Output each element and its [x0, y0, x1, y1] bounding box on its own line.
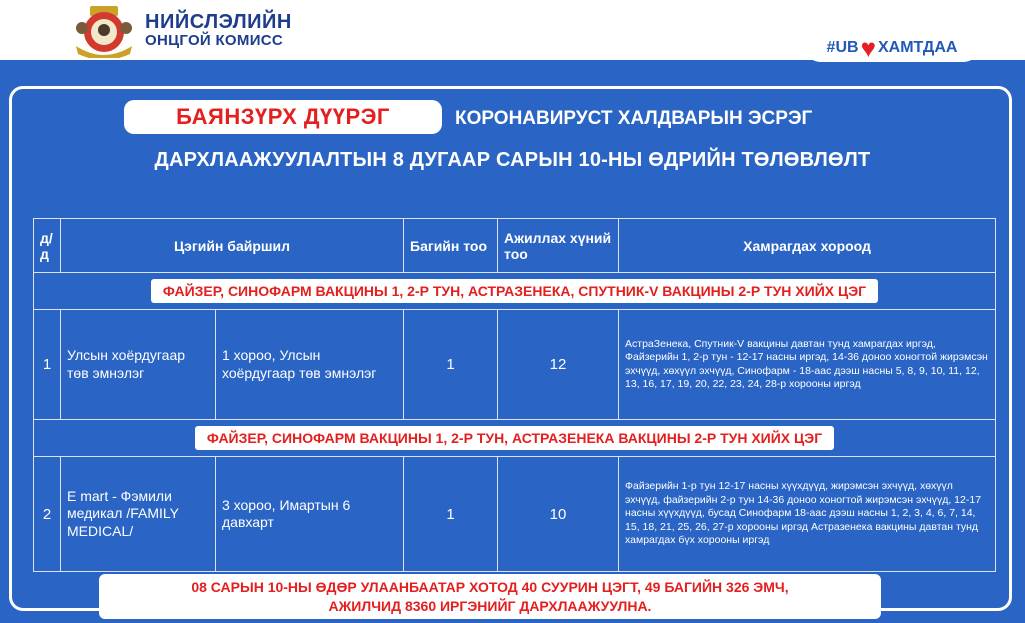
top-banner — [0, 0, 1025, 63]
table-header-row — [34, 219, 996, 273]
header-location: Цэгийн байршил — [61, 219, 404, 273]
section-label-1: ФАЙЗЕР, СИНОФАРМ ВАКЦИНЫ 1, 2-Р ТУН, АСТРАЗЕНЕКА, СПУТНИК-V ВАКЦИНЫ 2-Р ТУН ХИЙХ ЦЭГ — [151, 279, 878, 303]
hashtag-badge — [806, 34, 978, 62]
table-row — [34, 310, 996, 420]
staff-count: 10 — [498, 457, 619, 572]
table-row — [34, 457, 996, 572]
heart-icon: ♥ — [860, 33, 876, 63]
site-name: Улсын хоёрдугаар төв эмнэлэг — [61, 310, 216, 420]
hashtag-left: #UB — [826, 39, 859, 56]
summary-banner — [99, 574, 881, 619]
org-name-line2: ОНЦГОЙ КОМИСС — [145, 32, 284, 49]
section-row-2 — [34, 420, 996, 457]
team-count: 1 — [404, 457, 498, 572]
site-name: E mart - Фэмили медикал /FAMILY MEDICAL/ — [61, 457, 216, 572]
staff-count: 12 — [498, 310, 619, 420]
title-line1: КОРОНАВИРУСТ ХАЛДВАРЫН ЭСРЭГ — [455, 108, 813, 129]
header-staff: Ажиллах хүний тоо — [498, 219, 619, 273]
site-location: 1 хороо, Улсын хоёрдугаар төв эмнэлэг — [216, 310, 404, 420]
row-number: 2 — [34, 457, 61, 572]
hashtag-right: ХАМТДАА — [878, 39, 958, 56]
summary-line2: АЖИЛЧИД 8360 ИРГЭНИЙГ ДАРХЛААЖУУЛНА. — [328, 597, 652, 614]
coverage-text: АстраЗенека, Спутник-V вакцины давтан тунд хамрагдах иргэд, Файзерийн 1, 2-р тун - 12-17 насны иргэд, 14-36 доноо хоногтой жирэмсэн эхчүүд, хөхүүл эхчүүд, Синофарм - 18-аас дээш насны 5, 8, 9, 10, 11, 12, 13, 16, 17, 19, 20, 22, 23, 24, 28-р хорооны иргэд — [619, 310, 996, 420]
header-coverage: Хамрагдах хороод — [619, 219, 996, 273]
org-name-line1: НИЙСЛЭЛИЙН — [145, 11, 292, 33]
vaccination-schedule-table — [33, 218, 996, 572]
header-teams: Багийн тоо — [404, 219, 498, 273]
section-row-1 — [34, 273, 996, 310]
coverage-text: Файзерийн 1-р тун 12-17 насны хүүхдүүд, жирэмсэн эхчүүд, хөхүүл эхчүүд, файзерийн 2-р тун 14-36 доноо хоногтой жирэмсэн эхчүүд, 12-17 насны хүүхдүүд, бусад Синофарм 18-аас дээш насны 1, 2, 3, 4, 6, 7, 14, 15, 18, 21, 25, 26, 27-р хорооны иргэд Астразенека вакцины давтан тунд хамрагдах бүх хорооны иргэд — [619, 457, 996, 572]
summary-line1: 08 САРЫН 10-НЫ ӨДӨР УЛААНБААТАР ХОТОД 40 СУУРИН ЦЭГТ, 49 БАГИЙН 326 ЭМЧ, — [191, 579, 789, 596]
title-line2: ДАРХЛААЖУУЛАЛТЫН 8 ДУГААР САРЫН 10-НЫ ӨДРИЙН ТӨЛӨВЛӨЛТ — [154, 149, 871, 171]
row-number: 1 — [34, 310, 61, 420]
site-location: 3 хороо, Имартын 6 давхарт — [216, 457, 404, 572]
section-label-2: ФАЙЗЕР, СИНОФАРМ ВАКЦИНЫ 1, 2-Р ТУН, АСТРАЗЕНЕКА ВАКЦИНЫ 2-Р ТУН ХИЙХ ЦЭГ — [195, 426, 834, 450]
city-emblem-icon — [70, 2, 138, 58]
organization-name — [145, 12, 292, 49]
header-no: д/д — [34, 219, 61, 273]
team-count: 1 — [404, 310, 498, 420]
district-badge: БАЯНЗҮРХ ДҮҮРЭГ — [124, 100, 442, 134]
